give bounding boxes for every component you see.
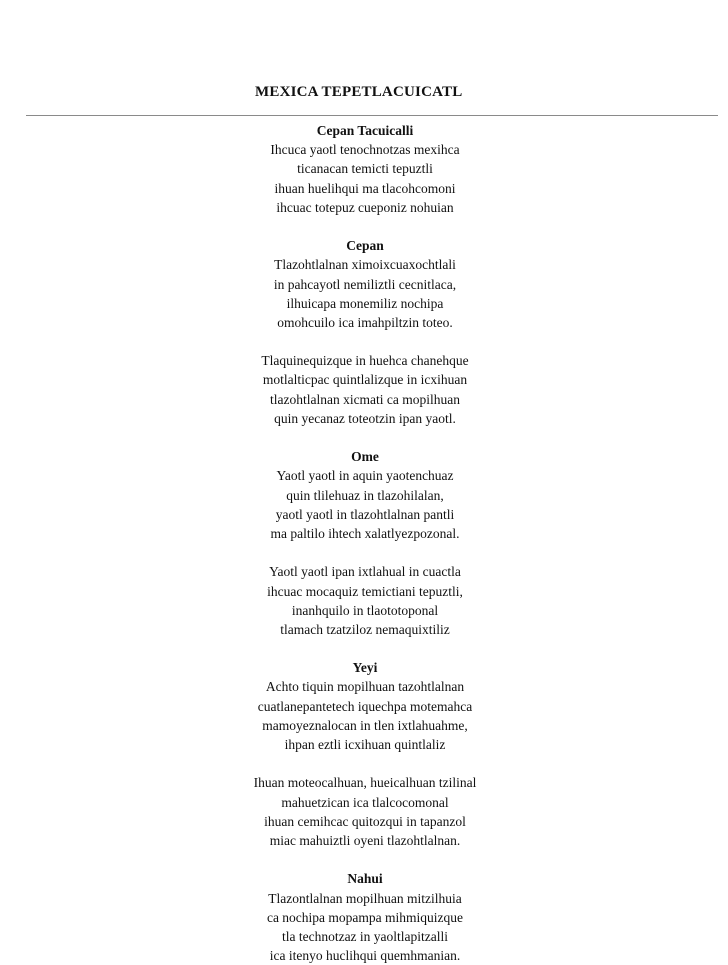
section-heading-intro: Cepan Tacuicalli (316, 123, 414, 138)
verse-line: ticanacan temicti tepuztli (297, 161, 433, 177)
title-divider (26, 115, 718, 116)
verse-line: tlazohtlalnan xicmati ca mopilhuan (269, 391, 461, 407)
verse-line: tla technotzaz in yaoltlapitzalli (281, 928, 449, 944)
verse-line: omohcuilo ica imahpiltzin toteo. (277, 314, 453, 330)
verse-line: motlalticpac quintlalizque in icxihuan (262, 372, 468, 388)
verse-line: ihcuac totepuz cueponiz nohuian (276, 199, 454, 215)
verse-line: Yaotl yaotl in aquin yaotenchuaz (276, 468, 454, 484)
section-heading-yeyi: Yeyi (352, 660, 378, 676)
verse-line: ihcuac mocaquiz temictiani tepuztli, (267, 583, 463, 599)
verse-line: Achto tiquin mopilhuan tazohtlalnan (265, 679, 465, 695)
stanza-gap (200, 754, 530, 773)
verse-line: inanhquilo in tlaototoponal (291, 602, 439, 618)
verse-line: ihuan huelihqui ma tlacohcomoni (274, 180, 456, 196)
stanza-gap (200, 639, 530, 658)
verse-line: in pahcayotl nemiliztli cecnitlaca, (273, 276, 457, 292)
stanza-gap (200, 428, 530, 447)
section-heading-nahui: Nahui (347, 871, 383, 887)
poem-body (200, 121, 530, 965)
document-title: MEXICA TEPETLACUICATL (255, 84, 463, 100)
verse-line: ilhuicapa monemiliz nochipa (286, 295, 444, 311)
verse-line: yaotl yaotl in tlazohtlalnan pantli (275, 506, 455, 522)
verse-line: quin yecanaz toteotzin ipan yaotl. (274, 410, 456, 426)
verse-line: quin tlilehuaz in tlazohilalan, (286, 487, 444, 503)
verse-line: cuatlanepantetech iquechpa motemahca (257, 698, 473, 714)
stanza-gap (200, 543, 530, 562)
verse-line: Ihuan moteocalhuan, hueicalhuan tzilinal (253, 775, 477, 791)
verse-line: Ihcuca yaotl tenochnotzas mexihca (270, 142, 460, 158)
verse-line: Tlazontlalnan mopilhuan mitzilhuia (268, 890, 462, 906)
verse-line: ihpan eztli icxihuan quintlaliz (284, 737, 446, 752)
verse-line: mamoyeznalocan in tlen ixtlahuahme, (262, 717, 468, 733)
verse-line: ca nochipa mopampa mihmiquizque (266, 909, 464, 925)
verse-line: Tlazohtlalnan ximoixcuaxochtlali (274, 257, 456, 273)
verse-line: Yaotl yaotl ipan ixtlahual in cuactla (269, 564, 461, 580)
verse-line: Tlaquinequizque in huehca chanehque (261, 353, 469, 369)
stanza-gap (200, 332, 530, 351)
section-heading-ome: Ome (351, 449, 379, 465)
verse-line: ma paltilo ihtech xalatlyezpozonal. (270, 525, 460, 541)
verse-line: miac mahuiztli oyeni tlazohtlalnan. (269, 832, 461, 848)
verse-line: ica itenyo huclihqui quemhmanian. (269, 948, 461, 964)
stanza-gap (200, 217, 530, 236)
section-heading-cepan: Cepan (346, 238, 384, 254)
verse-line: mahuetzican ica tlalcocomonal (281, 794, 449, 810)
verse-line: tlamach tzatziloz nemaquixtiliz (280, 621, 450, 637)
verse-line: ihuan cemihcac quitozqui in tapanzol (264, 813, 466, 829)
stanza-gap (200, 850, 530, 869)
